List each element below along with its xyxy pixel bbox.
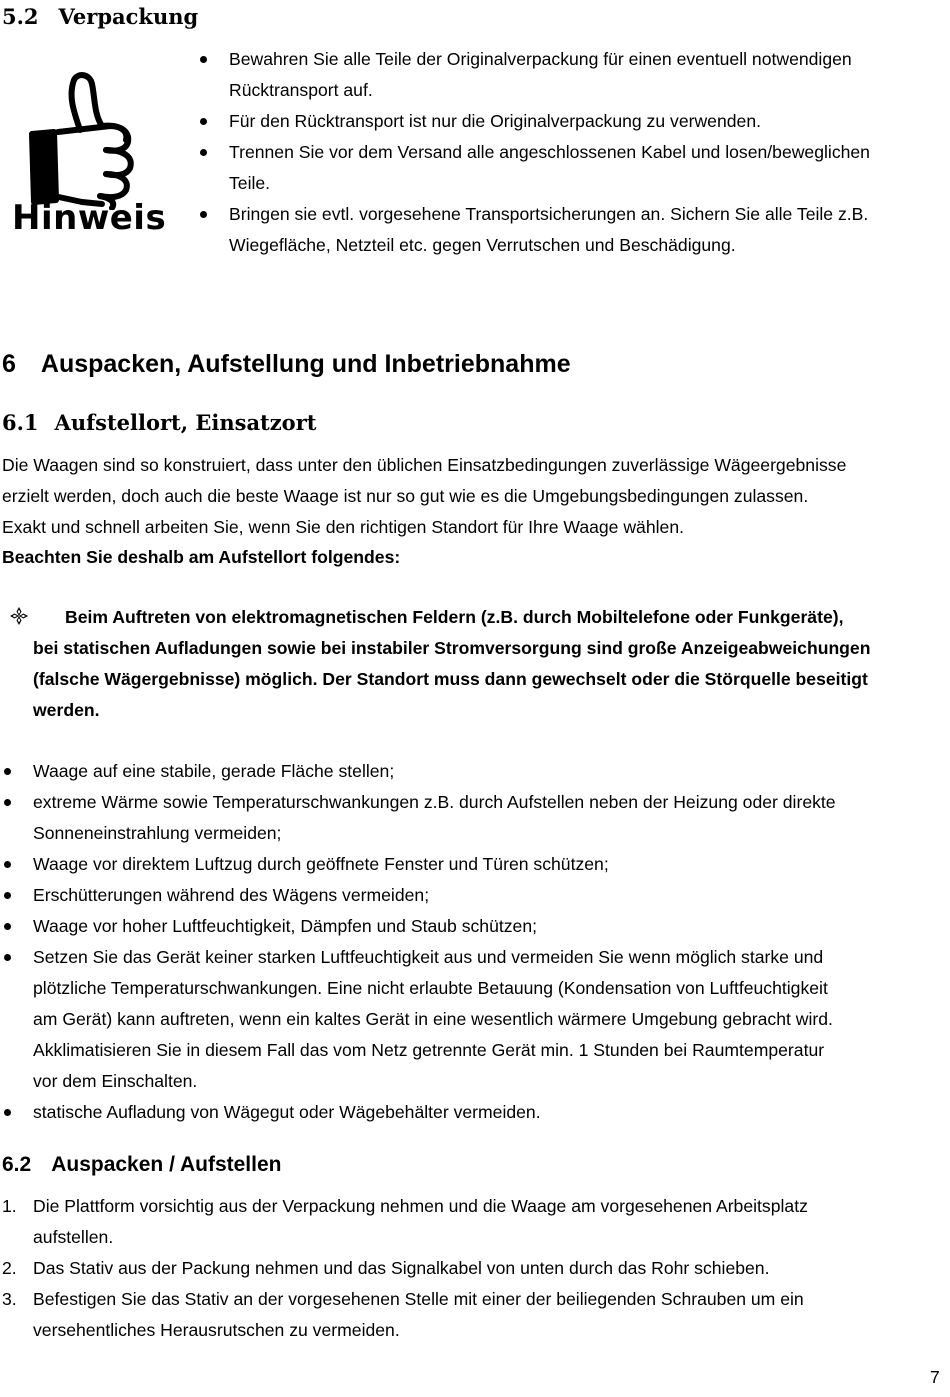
section-number: 6.1 bbox=[2, 410, 39, 435]
list-item-line: Sonneneinstrahlung vermeiden; bbox=[33, 823, 282, 843]
bullet-dot-icon bbox=[4, 954, 11, 961]
list-item-line: Für den Rücktransport ist nur die Originalverpackung zu verwenden. bbox=[229, 111, 761, 131]
logo-label: Hinweis bbox=[12, 198, 167, 238]
chapter-6-heading bbox=[2, 346, 571, 382]
diamond-bullet-icon bbox=[9, 606, 29, 626]
page-number: 7 bbox=[930, 1367, 940, 1387]
chapter-title: Auspacken, Aufstellung und Inbetriebnahme bbox=[40, 350, 571, 378]
step-number: 3. bbox=[2, 1289, 17, 1309]
section-5-2-heading bbox=[2, 2, 198, 32]
section-6-2-heading bbox=[2, 1150, 282, 1180]
step-line: Befestigen Sie das Stativ an der vorgesehenen Stelle mit einer der beiliegenden Schrauben um ein bbox=[33, 1289, 804, 1309]
bullet-dot-icon bbox=[200, 56, 207, 63]
bullet-dot-icon bbox=[4, 923, 11, 930]
warning-line: (falsche Wägergebnisse) möglich. Der Standort muss dann gewechselt oder die Störquelle beseitigt bbox=[33, 669, 868, 689]
bullet-dot-icon bbox=[4, 861, 11, 868]
thumbs-up-icon bbox=[10, 70, 180, 210]
section-title: Aufstellort, Einsatzort bbox=[54, 410, 317, 435]
list-item-line: Wiegefläche, Netzteil etc. gegen Verrutschen und Beschädigung. bbox=[229, 235, 736, 255]
warning-line: bei statischen Aufladungen sowie bei instabiler Stromversorgung sind große Anzeigeabweichungen bbox=[33, 638, 871, 658]
bullet-dot-icon bbox=[200, 149, 207, 156]
step-line: Das Stativ aus der Packung nehmen und das Signalkabel von unten durch das Rohr schieben. bbox=[33, 1258, 770, 1278]
step-line: versehentliches Herausrutschen zu vermeiden. bbox=[33, 1320, 400, 1340]
bullet-dot-icon bbox=[4, 799, 11, 806]
warning-line: werden. bbox=[33, 700, 100, 720]
section-title: Verpackung bbox=[58, 4, 199, 29]
hinweis-logo bbox=[10, 70, 180, 245]
list-item-line: Waage auf eine stabile, gerade Fläche stellen; bbox=[33, 761, 395, 781]
bullet-dot-icon bbox=[200, 211, 207, 218]
step-number: 2. bbox=[2, 1258, 17, 1278]
list-item-line: Rücktransport auf. bbox=[229, 80, 373, 100]
paragraph-line: Exakt und schnell arbeiten Sie, wenn Sie den richtigen Standort für Ihre Waage wählen. bbox=[2, 517, 684, 537]
bullet-dot-icon bbox=[200, 118, 207, 125]
chapter-number: 6 bbox=[2, 350, 16, 378]
list-item-line: Trennen Sie vor dem Versand alle angeschlossenen Kabel und losen/beweglichen bbox=[229, 142, 870, 162]
list-item-line: Waage vor hoher Luftfeuchtigkeit, Dämpfen und Staub schützen; bbox=[33, 916, 538, 936]
list-item-line: Setzen Sie das Gerät keiner starken Luftfeuchtigkeit aus und vermeiden Sie wenn möglich starke und bbox=[33, 947, 824, 967]
list-item-line: Akklimatisieren Sie in diesem Fall das vom Netz getrennte Gerät min. 1 Stunden bei Raumtemperatur bbox=[33, 1040, 825, 1060]
section-6-1-heading bbox=[2, 408, 316, 438]
list-item-line: vor dem Einschalten. bbox=[33, 1071, 198, 1091]
list-item-line: Bewahren Sie alle Teile der Originalverpackung für einen eventuell notwendigen bbox=[229, 49, 852, 69]
bullet-dot-icon bbox=[4, 892, 11, 899]
step-line: aufstellen. bbox=[33, 1227, 114, 1247]
list-item-line: Teile. bbox=[229, 173, 271, 193]
paragraph-line: erzielt werden, doch auch die beste Waage ist nur so gut wie es die Umgebungsbedingungen zulassen. bbox=[2, 486, 809, 506]
bullet-dot-icon bbox=[4, 768, 11, 775]
bullet-dot-icon bbox=[4, 1109, 11, 1116]
list-item-line: plötzliche Temperaturschwankungen. Eine nicht erlaubte Betauung (Kondensation von Luftfeuchtigkeit bbox=[33, 978, 828, 998]
section-title: Auspacken / Aufstellen bbox=[51, 1153, 282, 1176]
section-number: 6.2 bbox=[2, 1153, 32, 1176]
list-item-line: statische Aufladung von Wägegut oder Wägebehälter vermeiden. bbox=[33, 1102, 541, 1122]
list-item-line: Bringen sie evtl. vorgesehene Transportsicherungen an. Sichern Sie alle Teile z.B. bbox=[229, 204, 869, 224]
step-number: 1. bbox=[2, 1196, 17, 1216]
section-number: 5.2 bbox=[2, 4, 39, 29]
list-item-line: extreme Wärme sowie Temperaturschwankungen z.B. durch Aufstellen neben der Heizung oder direkte bbox=[33, 792, 836, 812]
list-item-line: am Gerät) kann auftreten, wenn ein kaltes Gerät in eine wesentlich wärmere Umgebung gebracht wird. bbox=[33, 1009, 833, 1029]
list-item-line: Erschütterungen während des Wägens vermeiden; bbox=[33, 885, 430, 905]
emphasis-line: Beachten Sie deshalb am Aufstellort folgendes: bbox=[2, 547, 401, 567]
step-line: Die Plattform vorsichtig aus der Verpackung nehmen und die Waage am vorgesehenen Arbeitsplatz bbox=[33, 1196, 808, 1216]
warning-line: Beim Auftreten von elektromagnetischen Feldern (z.B. durch Mobiltelefone oder Funkgeräte), bbox=[65, 607, 844, 627]
list-item-line: Waage vor direktem Luftzug durch geöffnete Fenster und Türen schützen; bbox=[33, 854, 609, 874]
paragraph-line: Die Waagen sind so konstruiert, dass unter den üblichen Einsatzbedingungen zuverlässige Wägeergebnisse bbox=[2, 455, 847, 475]
